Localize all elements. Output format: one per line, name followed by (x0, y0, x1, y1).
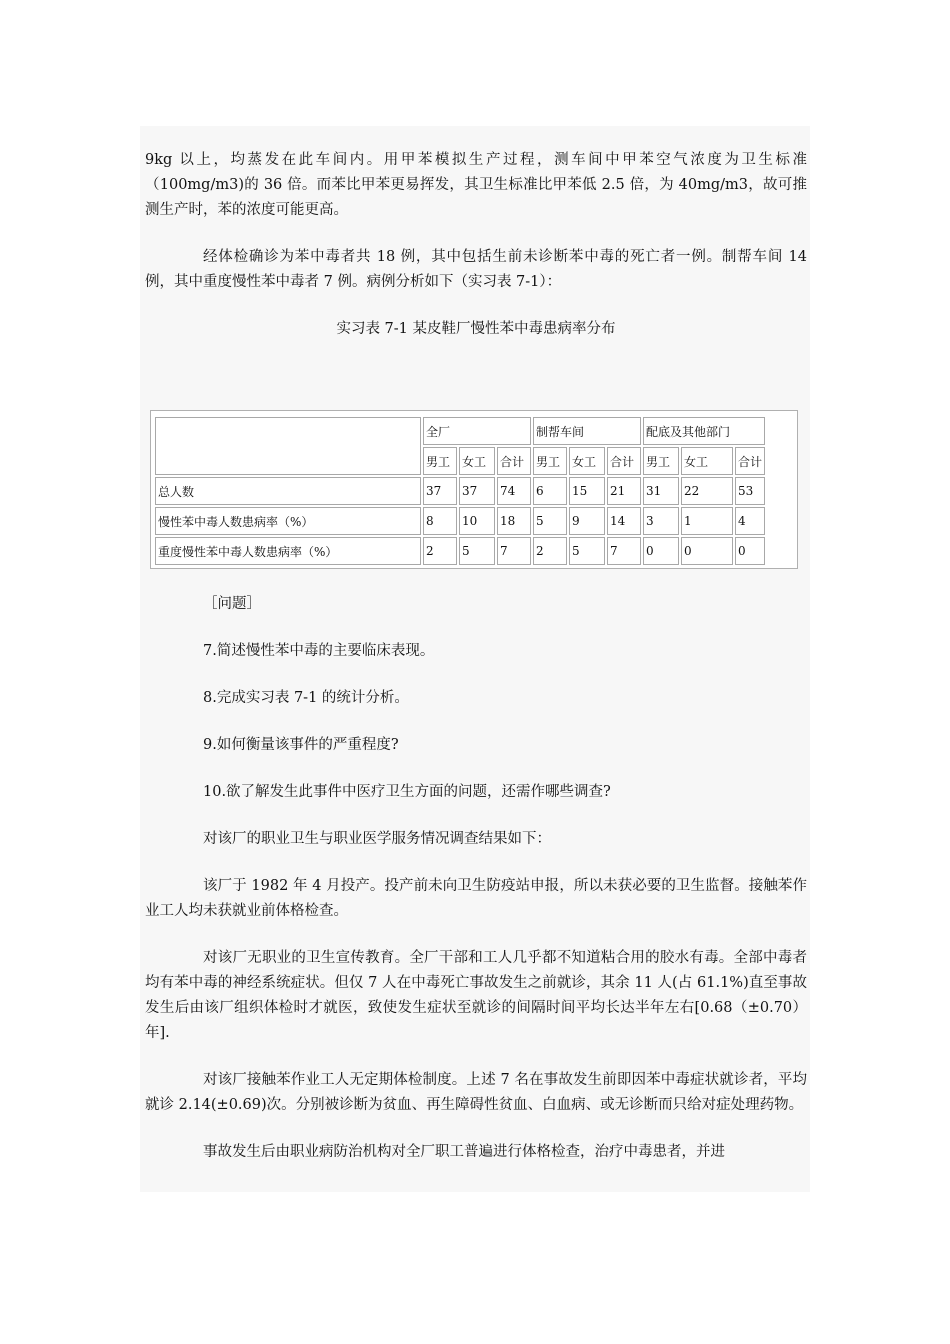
table-cell: 21 (607, 477, 641, 505)
subheader-cell: 女工 (681, 447, 733, 475)
table-cell: 5 (569, 537, 605, 565)
document-body (145, 148, 807, 402)
table-cell: 74 (497, 477, 531, 505)
table-cell: 0 (643, 537, 679, 565)
data-table (153, 415, 767, 567)
table-cell: 37 (423, 477, 457, 505)
subheader-cell: 女工 (569, 447, 605, 475)
table-cell: 6 (533, 477, 567, 505)
subheader-cell: 合计 (497, 447, 531, 475)
table-cell: 18 (497, 507, 531, 535)
table-row (155, 537, 765, 565)
subheader-cell: 女工 (459, 447, 495, 475)
table-header-row-groups (155, 417, 765, 445)
table-cell: 7 (497, 537, 531, 565)
subheader-cell: 男工 (643, 447, 679, 475)
subheader-cell: 合计 (735, 447, 765, 475)
paragraph-production: 该厂于 1982 年 4 月投产。投产前未向卫生防疫站申报，所以未获必要的卫生监督。接触苯作业工人均未获就业前体格检查。 (145, 878, 807, 919)
paragraph-aftermath: 事故发生后由职业病防治机构对全厂职工普遍进行体格检查，治疗中毒患者，并进 (203, 1144, 725, 1160)
table-cell: 2 (423, 537, 457, 565)
question-9: 9.如何衡量该事件的严重程度? (203, 737, 399, 753)
row-label-cell: 总人数 (155, 477, 421, 505)
table-caption: 实习表 7-1 某皮鞋厂慢性苯中毒患病率分布 (336, 321, 616, 337)
paragraph-intro-1: 9kg 以上，均蒸发在此车间内。用甲苯模拟生产过程，测车间中甲苯空气浓度为卫生标准（100mg/m3)的 36 倍。而苯比甲苯更易挥发，其卫生标准比甲苯低 2.5 倍，为 40mg/m3，故可推测生产时，苯的浓度可能更高。 (145, 152, 807, 218)
table-cell: 5 (459, 537, 495, 565)
table-cell: 10 (459, 507, 495, 535)
row-label-cell: 重度慢性苯中毒人数患病率（%） (155, 537, 421, 565)
table-cell: 1 (681, 507, 733, 535)
questions-heading: ［问题］ (203, 596, 261, 612)
table-row (155, 507, 765, 535)
table-frame (150, 410, 798, 569)
group-header-cell: 全厂 (423, 417, 531, 445)
table-cell: 15 (569, 477, 605, 505)
paragraph-education: 对该厂无职业的卫生宣传教育。全厂干部和工人几乎都不知道粘合用的胶水有毒。全部中毒者均有苯中毒的神经系统症状。但仅 7 人在中毒死亡事故发生之前就诊，其余 11 人(占 61.1%)直至事故发生后由该厂组织体检时才就医，致使发生症状至就诊的间隔时间平均长达半年左右[0.68（±0.70）年]. (145, 950, 807, 1041)
table-cell: 14 (607, 507, 641, 535)
table-cell: 31 (643, 477, 679, 505)
table-row (155, 477, 765, 505)
table-cell: 37 (459, 477, 495, 505)
paragraph-survey-intro: 对该厂的职业卫生与职业医学服务情况调查结果如下： (203, 831, 551, 847)
paragraph-intro-2: 经体检确诊为苯中毒者共 18 例，其中包括生前未诊断苯中毒的死亡者一例。制帮车间 14 例，其中重度慢性苯中毒者 7 例。病例分析如下（实习表 7-1）： (145, 249, 807, 290)
group-header-cell: 制帮车间 (533, 417, 641, 445)
question-7: 7.简述慢性苯中毒的主要临床表现。 (203, 643, 435, 659)
table-cell: 9 (569, 507, 605, 535)
table-cell: 8 (423, 507, 457, 535)
row-label-cell: 慢性苯中毒人数患病率（%） (155, 507, 421, 535)
group-header-cell: 配底及其他部门 (643, 417, 765, 445)
table-cell: 0 (735, 537, 765, 565)
table-cell: 7 (607, 537, 641, 565)
table-corner-cell (155, 417, 421, 475)
paragraph-checkup: 对该厂接触苯作业工人无定期体检制度。上述 7 名在事故发生前即因苯中毒症状就诊者，平均就诊 2.14(±0.69)次。分别被诊断为贫血、再生障碍性贫血、白血病、或无诊断而只给对症处理药物。 (145, 1072, 807, 1113)
table-cell: 22 (681, 477, 733, 505)
subheader-cell: 男工 (423, 447, 457, 475)
table-cell: 0 (681, 537, 733, 565)
subheader-cell: 男工 (533, 447, 567, 475)
subheader-cell: 合计 (607, 447, 641, 475)
question-10: 10.欲了解发生此事件中医疗卫生方面的问题，还需作哪些调查? (203, 784, 611, 800)
questions-section (145, 592, 807, 1187)
table-cell: 5 (533, 507, 567, 535)
table-cell: 4 (735, 507, 765, 535)
table-cell: 3 (643, 507, 679, 535)
table-cell: 2 (533, 537, 567, 565)
question-8: 8.完成实习表 7-1 的统计分析。 (203, 690, 409, 706)
table-cell: 53 (735, 477, 765, 505)
